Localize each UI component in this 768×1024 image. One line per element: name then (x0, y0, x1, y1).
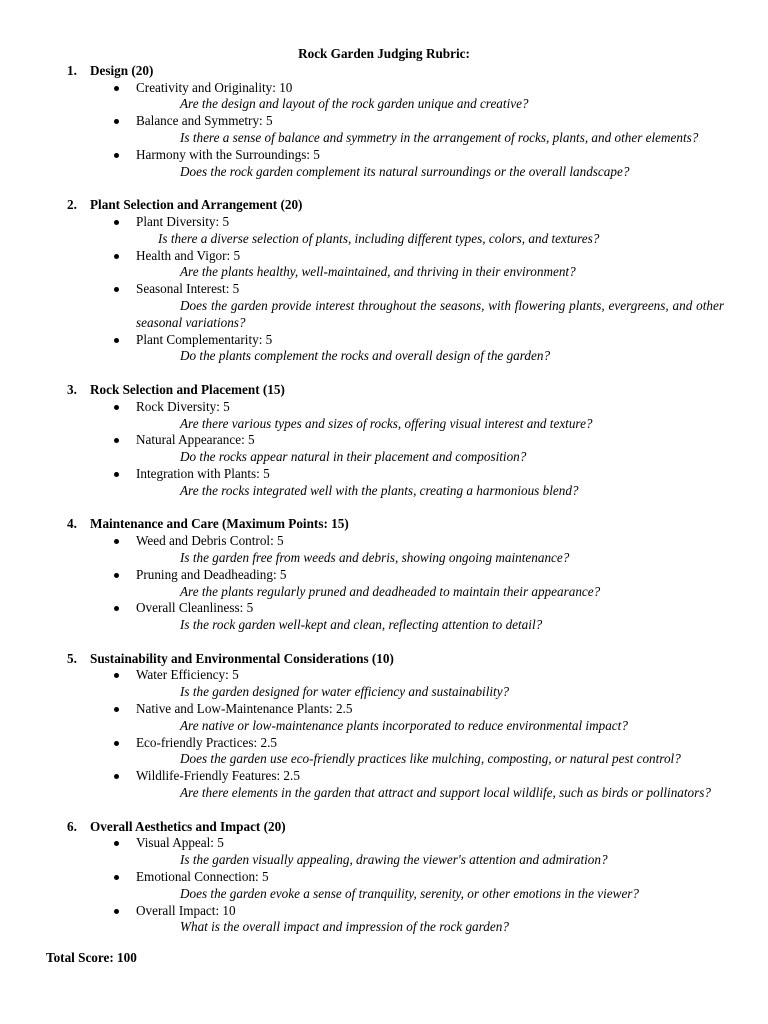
criterion-question: Are there various types and sizes of rocks, offering visual interest and texture? (180, 415, 593, 431)
list-item (0, 466, 768, 500)
criterion-question: Does the garden use eco-friendly practices like mulching, composting, or natural pest control? (180, 751, 681, 767)
section-heading (0, 382, 768, 399)
bullet-icon (114, 338, 119, 343)
criterion-label: Natural Appearance: 5 (136, 432, 255, 448)
section-heading (0, 516, 768, 533)
section-heading (0, 197, 768, 214)
criterion-question: Are native or low-maintenance plants incorporated to reduce environmental impact? (180, 717, 628, 733)
criterion-question: Do the rocks appear natural in their placement and composition? (180, 449, 527, 465)
list-item (0, 903, 768, 937)
criterion-label: Integration with Plants: 5 (136, 465, 270, 481)
criterion-question: Are the plants healthy, well-maintained, and thriving in their environment? (180, 264, 576, 280)
criterion-question: Does the rock garden complement its natural surroundings or the overall landscape? (180, 163, 630, 179)
criterion-label: Overall Impact: 10 (136, 902, 236, 918)
criterion-question: Are there elements in the garden that attract and support local wildlife, such as birds or pollinators? (180, 785, 712, 801)
list-item (0, 533, 768, 567)
section-title: Rock Selection and Placement (15) (90, 381, 285, 397)
list-item (0, 735, 768, 769)
bullet-icon (114, 573, 119, 578)
criterion-question: Are the design and layout of the rock garden unique and creative? (180, 96, 529, 112)
list-item (0, 281, 768, 331)
section-title: Design (20) (90, 62, 154, 78)
criterion-label: Creativity and Originality: 10 (136, 79, 293, 95)
criterion-label: Weed and Debris Control: 5 (136, 533, 284, 549)
criterion-label: Visual Appeal: 5 (136, 835, 224, 851)
list-item (0, 869, 768, 903)
bullet-icon (114, 539, 119, 544)
section-number: 5. (67, 650, 77, 666)
section-title: Sustainability and Environmental Considerations (10) (90, 650, 394, 666)
bullet-icon (114, 741, 119, 746)
rubric-document (0, 46, 768, 936)
section-number: 4. (67, 516, 77, 532)
list-item (0, 113, 768, 147)
bullet-icon (114, 438, 119, 443)
criterion-label: Plant Complementarity: 5 (136, 331, 273, 347)
criterion-question: Is the garden visually appealing, drawing the viewer's attention and admiration? (180, 852, 608, 868)
section-sustainability (0, 651, 768, 802)
section-plant-selection (0, 197, 768, 365)
criterion-label: Balance and Symmetry: 5 (136, 113, 273, 129)
bullet-icon (114, 472, 119, 477)
criterion-label: Harmony with the Surroundings: 5 (136, 146, 320, 162)
bullet-icon (114, 287, 119, 292)
list-item (0, 432, 768, 466)
criterion-question: Do the plants complement the rocks and overall design of the garden? (180, 348, 551, 364)
bullet-icon (114, 153, 119, 158)
criterion-label: Rock Diversity: 5 (136, 398, 230, 414)
criterion-label: Health and Vigor: 5 (136, 247, 241, 263)
list-item (0, 567, 768, 601)
section-title: Maintenance and Care (Maximum Points: 15) (90, 516, 349, 532)
criterion-question: Is the garden designed for water efficiency and sustainability? (180, 684, 510, 700)
bullet-icon (114, 875, 119, 880)
section-title: Overall Aesthetics and Impact (20) (90, 818, 286, 834)
criterion-question: What is the overall impact and impression of the rock garden? (180, 919, 509, 935)
section-design (0, 63, 768, 181)
criterion-question: Does the garden evoke a sense of tranquility, serenity, or other emotions in the viewer? (180, 885, 640, 901)
criterion-label: Emotional Connection: 5 (136, 869, 269, 885)
criterion-label: Eco-friendly Practices: 2.5 (136, 734, 277, 750)
total-score: Total Score: 100 (46, 950, 137, 965)
criterion-question: Is the garden free from weeds and debris, showing ongoing maintenance? (180, 549, 570, 565)
list-item (0, 667, 768, 701)
section-heading (0, 819, 768, 836)
section-number: 6. (67, 818, 77, 834)
section-number: 1. (67, 62, 77, 78)
criterion-question: Does the garden provide interest throughout the seasons, with flowering plants, evergreens, and other seasonal variations? (136, 297, 724, 330)
bullet-icon (114, 119, 119, 124)
section-maintenance (0, 516, 768, 634)
section-title: Plant Selection and Arrangement (20) (90, 197, 303, 213)
bullet-icon (114, 707, 119, 712)
criterion-label: Plant Diversity: 5 (136, 213, 230, 229)
section-aesthetics (0, 819, 768, 937)
criterion-label: Overall Cleanliness: 5 (136, 600, 254, 616)
bullet-icon (114, 606, 119, 611)
criterion-question: Is the rock garden well-kept and clean, reflecting attention to detail? (180, 617, 543, 633)
criterion-label: Water Efficiency: 5 (136, 667, 239, 683)
bullet-icon (114, 673, 119, 678)
list-item (0, 768, 768, 802)
bullet-icon (114, 220, 119, 225)
criterion-question: Are the rocks integrated well with the plants, creating a harmonious blend? (180, 482, 579, 498)
document-title: Rock Garden Judging Rubric: (298, 46, 470, 61)
list-item (0, 248, 768, 282)
list-item (0, 835, 768, 869)
section-number: 3. (67, 381, 77, 397)
criterion-label: Native and Low-Maintenance Plants: 2.5 (136, 701, 353, 717)
criterion-label: Seasonal Interest: 5 (136, 281, 240, 297)
bullet-icon (114, 405, 119, 410)
list-item (0, 701, 768, 735)
list-item (0, 80, 768, 114)
criterion-label: Wildlife-Friendly Features: 2.5 (136, 768, 300, 784)
criterion-question: Are the plants regularly pruned and deadheaded to maintain their appearance? (180, 583, 601, 599)
section-rock-selection (0, 382, 768, 500)
criterion-question: Is there a diverse selection of plants, including different types, colors, and textures? (158, 230, 600, 246)
criterion-label: Pruning and Deadheading: 5 (136, 566, 287, 582)
bullet-icon (114, 841, 119, 846)
section-heading (0, 651, 768, 668)
criterion-question: Is there a sense of balance and symmetry in the arrangement of rocks, plants, and other elements? (180, 129, 699, 145)
list-item (0, 399, 768, 433)
bullet-icon (114, 86, 119, 91)
bullet-icon (114, 774, 119, 779)
section-number: 2. (67, 197, 77, 213)
list-item (0, 147, 768, 181)
list-item (0, 214, 768, 248)
bullet-icon (114, 254, 119, 259)
section-heading (0, 63, 768, 80)
bullet-icon (114, 909, 119, 914)
list-item (0, 600, 768, 634)
list-item (0, 332, 768, 366)
